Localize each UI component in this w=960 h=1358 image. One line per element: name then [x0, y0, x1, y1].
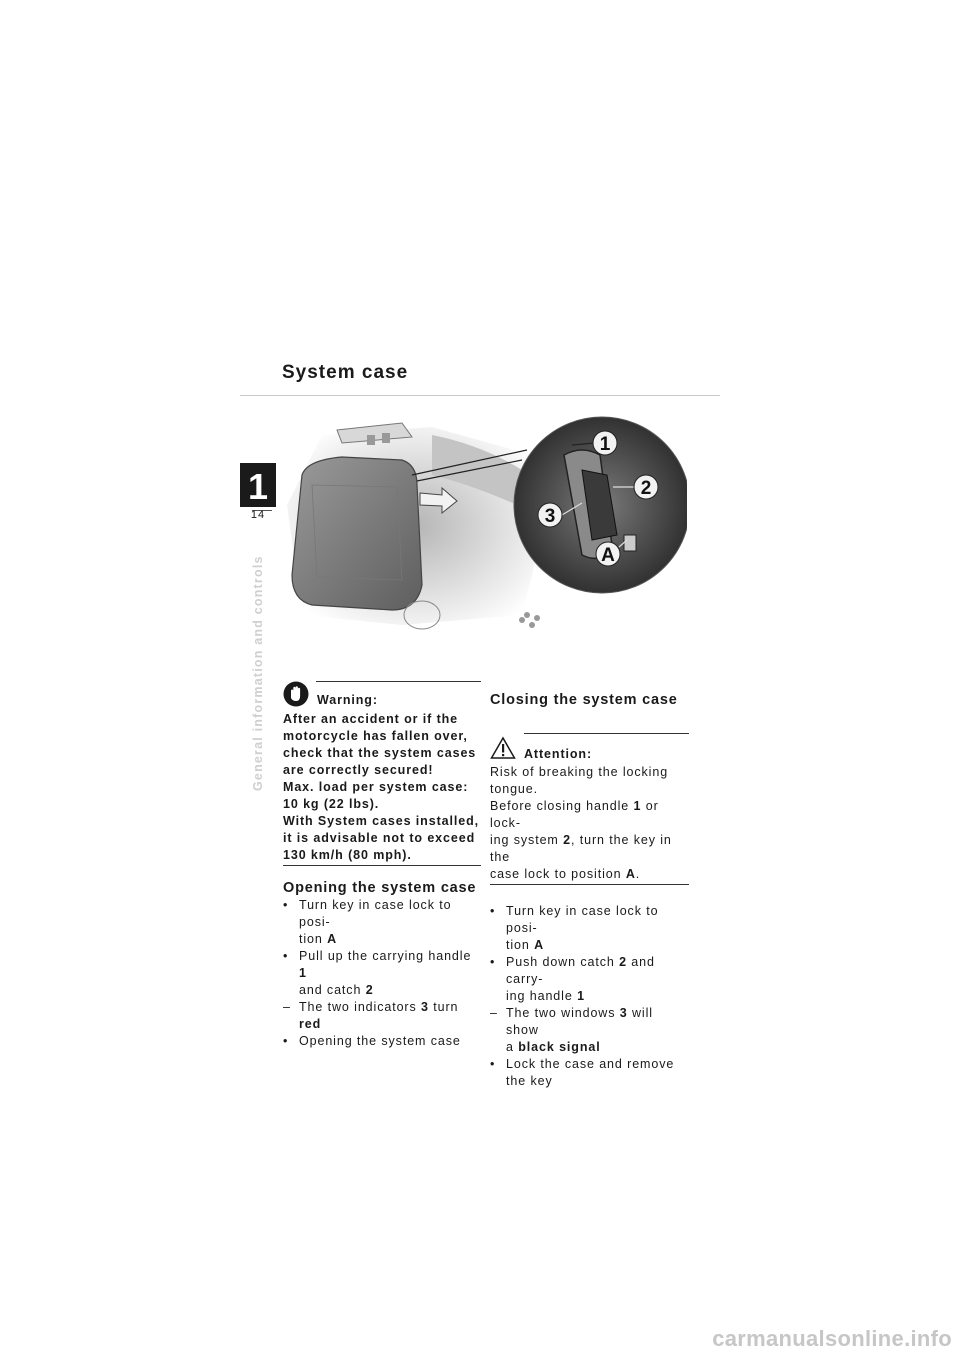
list-item: – The two windows 3 will show a black signal [490, 1006, 653, 1054]
title-divider [240, 395, 720, 396]
closing-heading: Closing the system case [490, 692, 678, 708]
opening-section [283, 880, 483, 1050]
chapter-number: 1 [247, 466, 269, 507]
list-item: • Lock the case and remove the key [490, 1057, 675, 1088]
svg-text:1: 1 [599, 434, 611, 455]
system-case-illustration [282, 415, 687, 640]
warning-line: motorcycle has fallen over, [283, 729, 468, 743]
list-item: • Turn key in case lock to posi- tion A [283, 898, 452, 946]
svg-text:A: A [601, 545, 615, 566]
figure-label-3 [538, 503, 562, 527]
list-item: – The two indicators 3 turn red [283, 1000, 459, 1031]
figure-label-1 [593, 431, 617, 455]
attention-heading: Attention: [524, 747, 593, 761]
warning-line: With System cases installed, [283, 814, 479, 828]
side-section-label: General information and controls [251, 555, 265, 791]
exclamation-triangle-icon [490, 736, 516, 760]
attention-text [490, 764, 690, 883]
warning-bottom-rule [283, 865, 481, 866]
warning-line: check that the system cases [283, 746, 477, 760]
closing-steps [490, 903, 690, 1090]
warning-line: 10 kg (22 lbs). [283, 797, 380, 811]
attention-box [490, 733, 690, 885]
warning-line: Max. load per system case: [283, 780, 469, 794]
attention-line: Before closing handle 1 or lock- [490, 799, 659, 830]
warning-line: are correctly secured! [283, 763, 434, 777]
warning-line: it is advisable not to exceed [283, 831, 476, 845]
warning-line: After an accident or if the [283, 712, 459, 726]
svg-text:2: 2 [640, 478, 652, 499]
page-number: 14 [250, 509, 266, 521]
hand-stop-icon [283, 681, 309, 707]
figure-label-2 [634, 475, 658, 499]
opening-heading: Opening the system case [283, 880, 477, 896]
list-item: • Opening the system case [283, 1034, 461, 1048]
warning-box [283, 681, 481, 866]
list-item: • Pull up the carrying handle 1 and catch 2 [283, 949, 472, 997]
warning-line: 130 km/h (80 mph). [283, 848, 412, 862]
figure-label-a [596, 542, 620, 566]
attention-line: case lock to position A. [490, 867, 641, 881]
list-item: • Turn key in case lock to posi- tion A [490, 904, 659, 952]
list-item: • Push down catch 2 and carry- ing handle 1 [490, 955, 655, 1003]
warning-heading: Warning: [317, 693, 378, 707]
svg-text:3: 3 [544, 506, 556, 527]
opening-steps [283, 897, 483, 1050]
attention-bottom-rule [490, 884, 689, 885]
attention-line: ing system 2, turn the key in the [490, 833, 672, 864]
attention-line: Risk of breaking the locking [490, 765, 669, 779]
page-title: System case [282, 362, 409, 383]
attention-line: tongue. [490, 782, 539, 796]
closing-section [490, 692, 690, 1090]
warning-text [283, 711, 481, 864]
site-watermark[interactable]: carmanualsonline.info [712, 1326, 952, 1351]
